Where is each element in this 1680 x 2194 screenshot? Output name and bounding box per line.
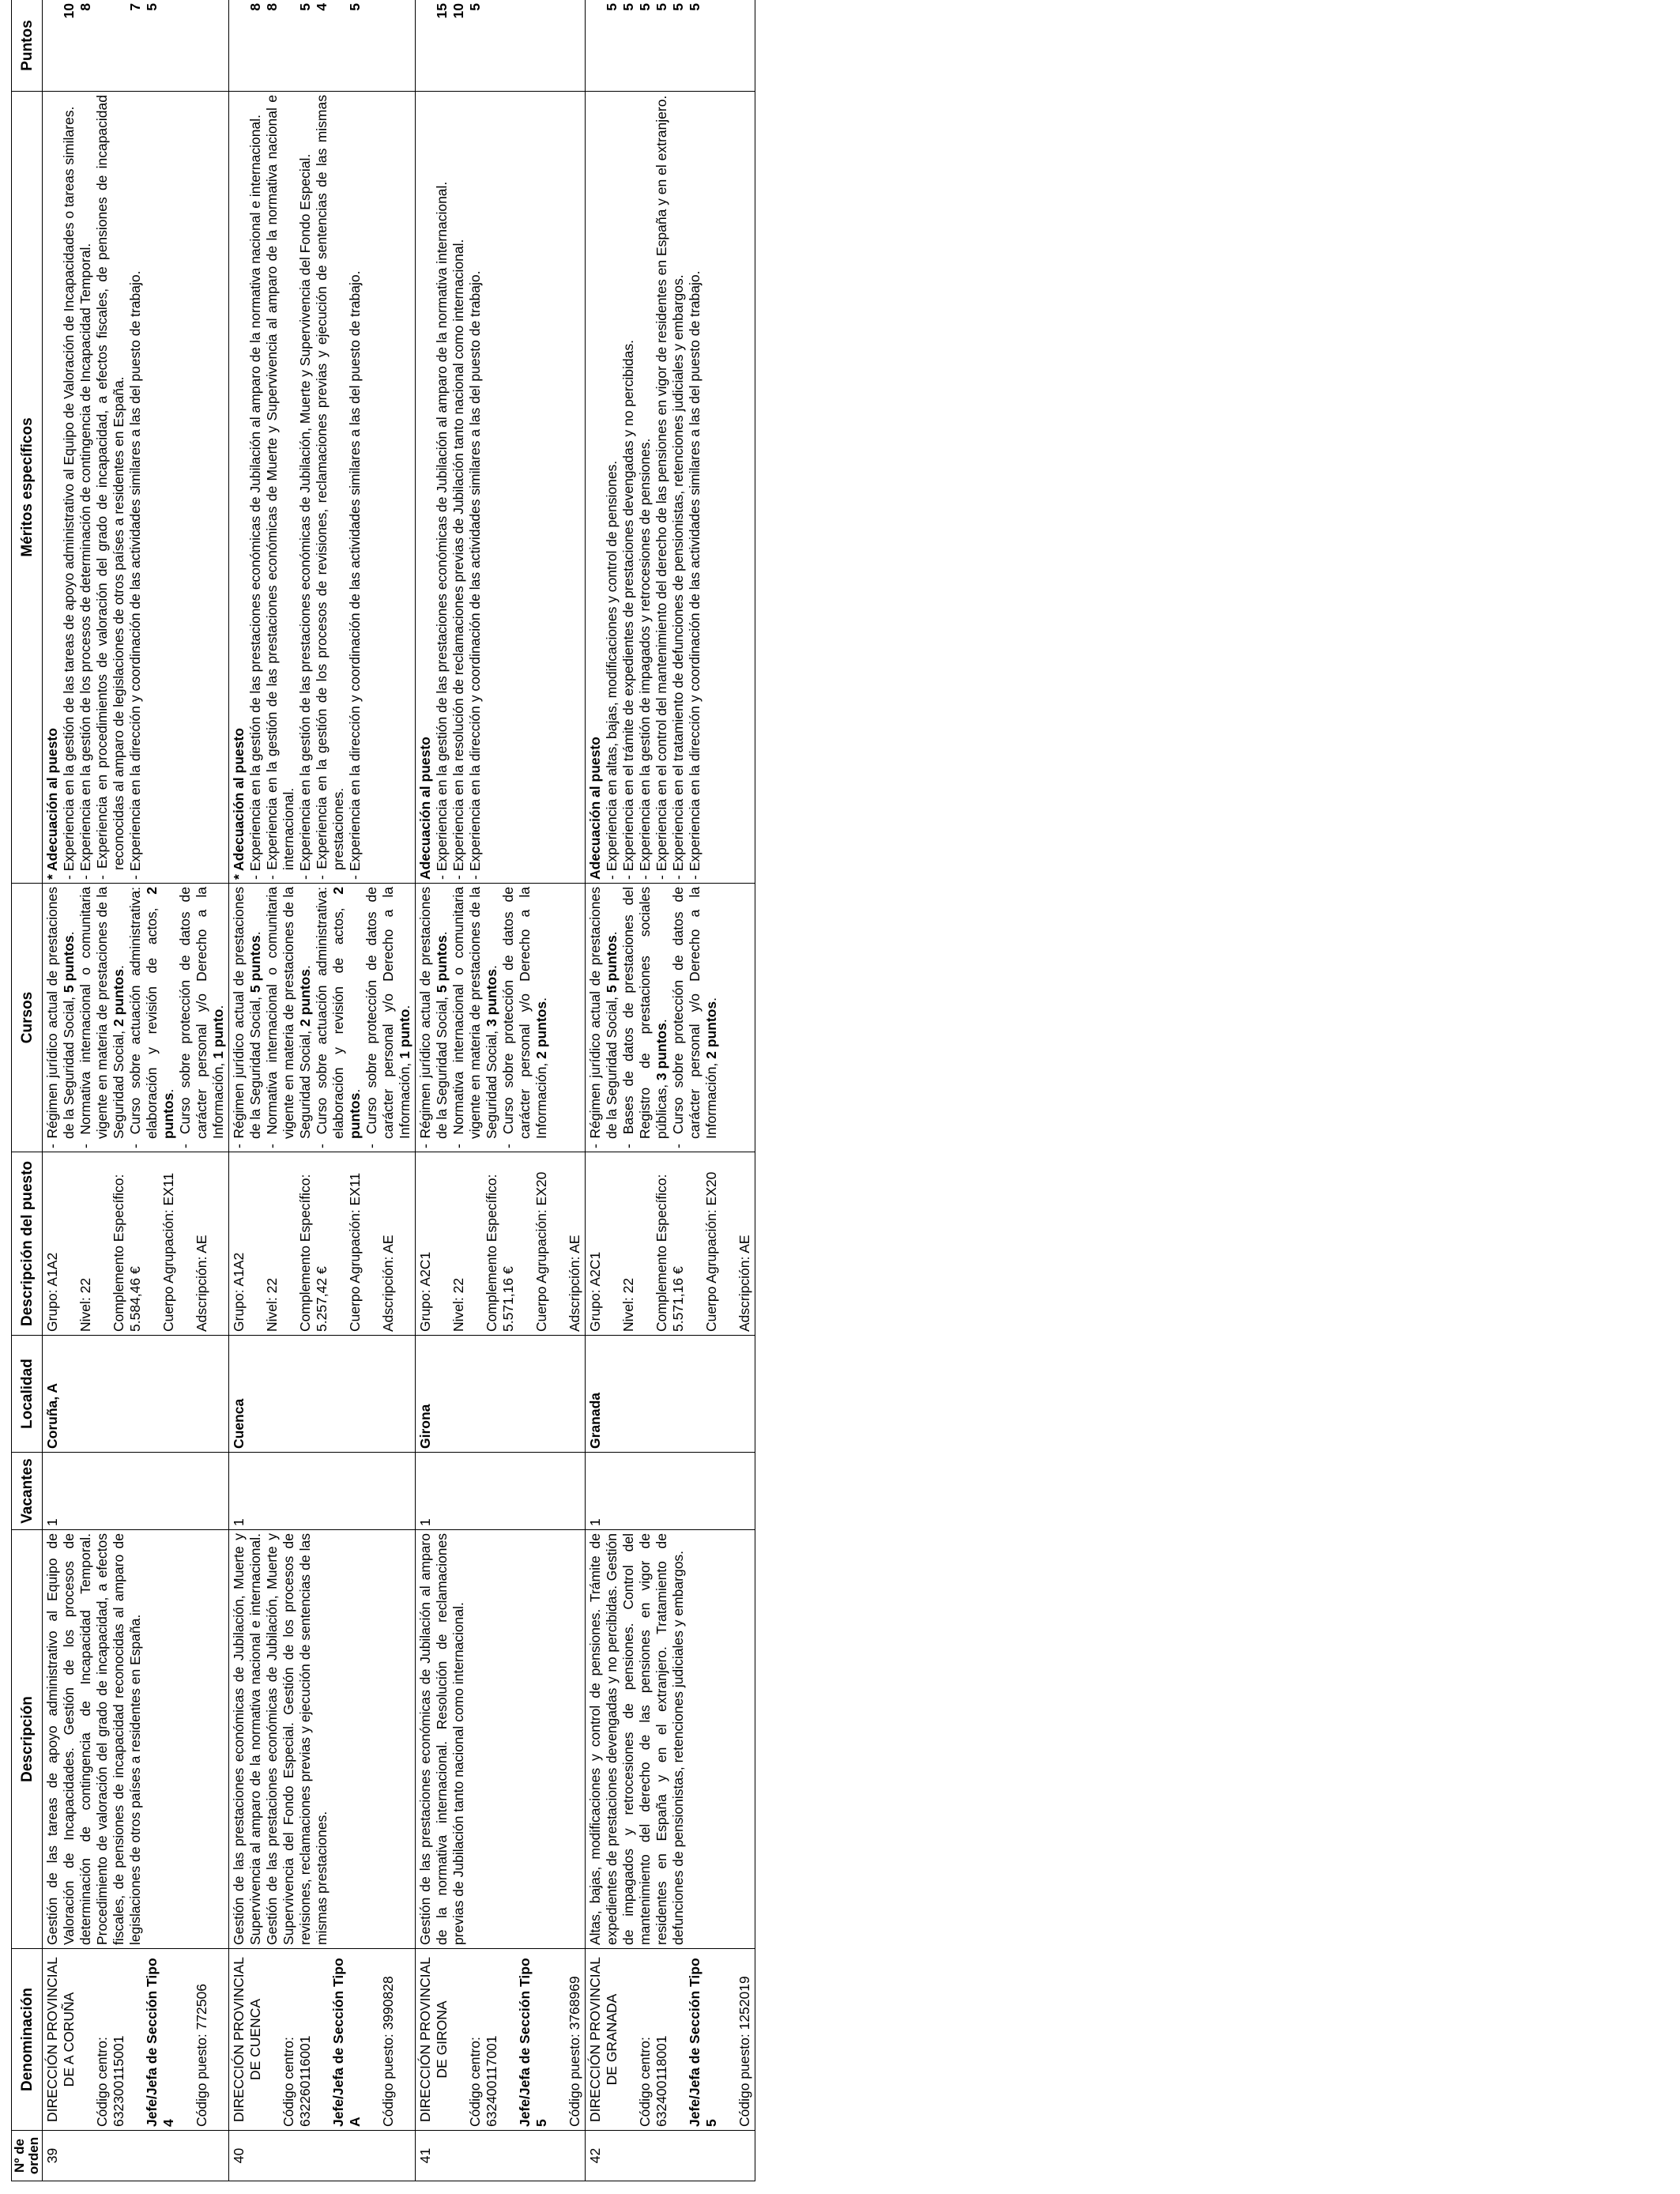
direccion-provincial: DIRECCIÓN PROVINCIAL DE CUENCA <box>231 1956 263 2123</box>
merito-item: - Experiencia en la gestión de los procesos de revisiones, reclamaciones previas y ejecución de sentencias de las mismas prestaciones. <box>314 95 347 880</box>
vacantes-cell <box>416 1453 586 1530</box>
puntos-value: 5 <box>297 3 313 11</box>
puntos-value: 5 <box>467 3 483 11</box>
curso-text: Curso sobre protección de datos de carácter personal y/o Derecho a la Información, <box>670 887 719 1139</box>
curso-text: Régimen jurídico actual de prestaciones de la Seguridad Social, <box>44 887 77 1139</box>
puntos-value: 5 <box>654 3 669 11</box>
puntos-value: 10 <box>61 3 77 19</box>
header-descripcion-puesto: Descripción del puesto <box>12 1152 43 1336</box>
merito-item: - Experiencia en la dirección y coordinación de las actividades similares a las del puesto de trabajo. <box>467 95 484 880</box>
puntos-value: 7 <box>127 3 143 11</box>
vacantes-cell <box>229 1453 416 1530</box>
codigo-puesto: Código puesto: 1252019 <box>736 1976 752 2127</box>
merito-item: - Experiencia en la gestión de las prestaciones económicas de Jubilación al amparo de la normativa internacional. <box>434 95 450 880</box>
curso-text: Normativa internacional o comunitaria vigente en materia de prestaciones de la Seguridad Social, <box>264 887 313 1139</box>
puntos-value <box>94 3 127 88</box>
merito-item: - Experiencia en la gestión de las prestaciones económicas de Jubilación, Muerte y Supervivencia del Fondo Especial. <box>297 95 314 880</box>
curso-puntos: 5 puntos <box>434 935 450 993</box>
meritos-titulo: * Adecuación al puesto <box>231 728 247 880</box>
meritos-titulo: Adecuación al puesto <box>587 737 603 880</box>
curso-puntos: 5 puntos <box>604 935 620 993</box>
codigo-puesto: Código puesto: 3768969 <box>567 1976 582 2127</box>
plazas-table <box>11 0 755 2181</box>
descripcion-puesto-cell <box>586 1152 755 1336</box>
puesto-complemento: Complemento Específico: 5.584,46 € <box>111 1174 143 1332</box>
curso-text: Régimen jurídico actual de prestaciones de la Seguridad Social, <box>417 887 450 1139</box>
cursos-cell <box>43 884 229 1152</box>
curso-end: . <box>160 1088 176 1093</box>
denominacion-cell <box>416 1949 586 2131</box>
meritos-titulo: Adecuación al puesto <box>417 737 433 880</box>
table-row <box>416 0 586 2181</box>
curso-item <box>620 887 670 1148</box>
puesto-nombre: Jefe/Jefa de Sección Tipo A <box>330 1958 363 2127</box>
descripcion-puesto-cell <box>416 1152 586 1336</box>
cursos-list <box>44 887 227 1148</box>
puntos-cell <box>43 0 229 92</box>
curso-end: . <box>111 965 126 970</box>
direccion-provincial: DIRECCIÓN PROVINCIAL DE GRANADA <box>587 1956 620 2123</box>
puesto-grupo: Grupo: A2C1 <box>587 1251 603 1332</box>
merito-item: - Experiencia en procedimientos de valoración del grado de incapacidad, a efectos fiscales, de pensiones de incapacidad reconocidas al amparo de legislaciones de otros países a residentes en España. <box>94 95 127 880</box>
descripcion-text: Gestión de las prestaciones económicas de Jubilación al amparo de la normativa internacional. Resolución de reclamaciones previas de Jubilación tanto nacional como internacional. <box>417 1533 466 1945</box>
curso-puntos: 3 puntos <box>654 1023 669 1081</box>
merito-item: - Experiencia en la dirección y coordinación de las actividades similares a las del puesto de trabajo. <box>347 95 363 880</box>
curso-end: . <box>703 997 719 1001</box>
meritos-list <box>247 95 363 880</box>
merito-item: - Experiencia en la gestión de las prestaciones económicas de Jubilación al amparo de la normativa nacional e internacional. <box>247 95 264 880</box>
curso-puntos: 2 puntos <box>330 887 363 1139</box>
header-vacantes: Vacantes <box>12 1453 43 1530</box>
puntos-value: 5 <box>620 3 636 11</box>
merito-item: - Experiencia en el control del mantenimiento del derecho de las pensiones en vigor de residentes en España y en el extranjero. <box>654 95 670 880</box>
merito-item: - Experiencia en la gestión de las prestaciones económicas de Muerte y Supervivencia al amparo de la normativa nacional e internacional. <box>264 95 297 880</box>
puesto-adscripcion: Adscripción: AE <box>194 1235 209 1332</box>
curso-item <box>417 887 450 1148</box>
curso-end: . <box>434 931 450 936</box>
codigo-centro: Código centro: 632260116001 <box>281 2035 313 2127</box>
vacantes-cell <box>43 1453 229 1530</box>
cursos-cell <box>229 884 416 1152</box>
header-puntos: Puntos <box>12 0 43 92</box>
curso-text: Curso sobre actuación administrativa: elaboración y revisión de actos, <box>314 887 346 1139</box>
merito-item: - Experiencia en altas, bajas, modificaciones y control de pensiones. <box>604 95 620 880</box>
curso-puntos: 5 puntos <box>247 935 263 993</box>
direccion-provincial: DIRECCIÓN PROVINCIAL DE A CORUÑA <box>44 1956 77 2123</box>
curso-item <box>670 887 720 1148</box>
curso-end: . <box>247 931 263 936</box>
localidad-cell <box>229 1336 416 1453</box>
puntos-value: 5 <box>144 3 160 11</box>
puesto-adscripcion: Adscripción: AE <box>380 1235 396 1332</box>
curso-puntos: 2 puntos <box>297 969 313 1027</box>
curso-puntos: 2 puntos <box>111 969 126 1027</box>
meritos-cell <box>586 92 755 884</box>
header-denominacion: Denominación <box>12 1949 43 2131</box>
puntos-value: 4 <box>314 3 330 11</box>
curso-item <box>44 887 77 1148</box>
puesto-cuerpo: Cuerpo Agrupación: EX11 <box>160 1172 176 1332</box>
puntos-value: 10 <box>450 3 466 19</box>
puesto-complemento: Complemento Específico: 5.571,16 € <box>484 1174 516 1332</box>
puntos-cell <box>586 0 755 92</box>
curso-end: . <box>61 931 77 936</box>
curso-end: . <box>484 965 499 970</box>
meritos-cell <box>416 92 586 884</box>
descripcion-text: Gestión de las prestaciones económicas de Jubilación, Muerte y Supervivencia al amparo de la normativa nacional e internacional. Gestión de las prestaciones económicas de Jubilación, Muerte y Supervivencia del Fondo Especial. Gestión de los procesos de revisiones, reclamaciones previas y ejecución de sentencias de las mismas prestaciones. <box>231 1533 330 1945</box>
descripcion-puesto-cell <box>229 1152 416 1336</box>
curso-puntos: 5 puntos <box>61 935 77 993</box>
puntos-value: 5 <box>347 3 363 11</box>
puntos-value <box>44 3 61 88</box>
localidad-value: Girona <box>417 1404 433 1449</box>
merito-item: - Experiencia en el trámite de expedientes de prestaciones devengadas y no percibidas. <box>620 95 637 880</box>
curso-text: Normativa internacional o comunitaria vigente en materia de prestaciones de la Seguridad Social, <box>450 887 499 1139</box>
header-cursos: Cursos <box>12 884 43 1152</box>
header-localidad: Localidad <box>12 1336 43 1453</box>
curso-puntos: 3 puntos <box>484 969 499 1027</box>
curso-item <box>363 887 413 1148</box>
vacantes-value: 1 <box>587 1518 603 1526</box>
codigo-centro: Código centro: 632400118001 <box>637 2035 669 2127</box>
cursos-list <box>231 887 413 1148</box>
curso-end: . <box>533 997 549 1001</box>
header-orden: Nº de orden <box>12 2131 43 2181</box>
cursos-cell <box>586 884 755 1152</box>
merito-item: - Experiencia en la gestión de las tareas de apoyo administrativo al Equipo de Valoración de Incapacidades o tareas similares. <box>61 95 77 880</box>
puntos-value: 5 <box>687 3 703 11</box>
curso-end: . <box>210 1005 226 1009</box>
descripcion-cell <box>416 1530 586 1949</box>
puesto-nivel: Nivel: 22 <box>620 1277 636 1332</box>
curso-text: Bases de datos de prestaciones del Registro de prestaciones sociales públicas, <box>620 887 669 1139</box>
vacantes-value: 1 <box>417 1518 433 1526</box>
curso-item <box>77 887 127 1148</box>
orden-cell <box>586 2131 755 2181</box>
orden-number: 41 <box>417 2147 433 2164</box>
curso-text: Normativa internacional o comunitaria vigente en materia de prestaciones de la Seguridad Social, <box>77 887 126 1139</box>
puntos-value: 15 <box>434 3 450 19</box>
orden-number: 39 <box>44 2147 60 2164</box>
puntos-value: 5 <box>604 3 620 11</box>
curso-puntos: 1 punto <box>397 1008 412 1059</box>
descripcion-text: Altas, bajas, modificaciones y control de pensiones. Trámite de expedientes de prestaciones devengadas y no percibidas. Gestión de impagados y retrocesiones de pensiones. Control del mantenimiento del derecho de las pensiones en vigor de residentes en España y en el extranjero. Tratamiento de defunciones de pensionistas, retenciones judiciales y embargos. <box>587 1533 686 1945</box>
denominacion-cell <box>43 1949 229 2131</box>
puesto-adscripcion: Adscripción: AE <box>567 1235 582 1332</box>
merito-item: - Experiencia en la resolución de reclamaciones previas de Jubilación tanto nacional como internacional. <box>450 95 467 880</box>
puntos-value: 8 <box>77 3 93 11</box>
puntos-value: 8 <box>247 3 263 11</box>
orden-cell <box>43 2131 229 2181</box>
curso-text: Curso sobre protección de datos de carácter personal y/o Derecho a la Información, <box>363 887 412 1139</box>
puntos-cell <box>229 0 416 92</box>
descripcion-puesto-cell <box>43 1152 229 1336</box>
puntos-value: 5 <box>637 3 653 11</box>
puesto-cuerpo: Cuerpo Agrupación: EX20 <box>703 1171 719 1332</box>
orden-number: 40 <box>231 2147 247 2164</box>
direccion-provincial: DIRECCIÓN PROVINCIAL DE GIRONA <box>417 1956 450 2123</box>
denominacion-cell <box>229 1949 416 2131</box>
meritos-cell <box>229 92 416 884</box>
curso-text: Curso sobre protección de datos de carácter personal y/o Derecho a la Información, <box>177 887 226 1139</box>
merito-item: - Experiencia en la dirección y coordinación de las actividades similares a las del puesto de trabajo. <box>687 95 703 880</box>
puntos-value: 5 <box>670 3 686 11</box>
puesto-nivel: Nivel: 22 <box>450 1277 466 1332</box>
curso-text: Régimen jurídico actual de prestaciones de la Seguridad Social, <box>231 887 263 1139</box>
puntos-value <box>231 3 247 88</box>
cursos-list <box>417 887 550 1148</box>
descripcion-cell <box>229 1530 416 1949</box>
puesto-adscripcion: Adscripción: AE <box>736 1235 752 1332</box>
header-row <box>12 0 43 2181</box>
curso-end: . <box>604 931 620 936</box>
curso-end: . <box>654 1019 669 1023</box>
orden-cell <box>229 2131 416 2181</box>
descripcion-text: Gestión de las tareas de apoyo administrativo al Equipo de Valoración de Incapacidades. Gestión de los procesos de determinación de contingencia de Incapacidad Temporal. Procedimiento de valoración del grado de incapacidad, a efectos fiscales, de pensiones de incapacidad reconocidas al amparo de legislaciones de otros países a residentes en España. <box>44 1533 143 1945</box>
puesto-nombre: Jefe/Jefa de Sección Tipo 4 <box>144 1958 176 2127</box>
codigo-puesto: Código puesto: 772506 <box>194 1984 209 2127</box>
orden-number: 42 <box>587 2147 603 2164</box>
localidad-cell <box>43 1336 229 1453</box>
meritos-list <box>61 95 144 880</box>
codigo-centro: Código centro: 632300115001 <box>94 2035 126 2127</box>
table-row <box>586 0 755 2181</box>
puntos-value: 8 <box>264 3 280 11</box>
curso-item <box>314 887 363 1148</box>
puesto-complemento: Complemento Específico: 5.257,42 € <box>297 1174 330 1332</box>
orden-cell <box>416 2131 586 2181</box>
localidad-value: Coruña, A <box>44 1383 60 1449</box>
merito-item: - Experiencia en el tratamiento de defunciones de pensionistas, retenciones judiciales y embargos. <box>670 95 687 880</box>
localidad-cell <box>416 1336 586 1453</box>
localidad-value: Cuenca <box>231 1398 247 1449</box>
curso-puntos: 2 puntos <box>144 887 176 1139</box>
meritos-cell <box>43 92 229 884</box>
puesto-grupo: Grupo: A2C1 <box>417 1251 433 1332</box>
merito-item: - Experiencia en la dirección y coordinación de las actividades similares a las del puesto de trabajo. <box>127 95 144 880</box>
curso-item <box>231 887 264 1148</box>
meritos-titulo: * Adecuación al puesto <box>44 728 60 880</box>
puesto-nombre: Jefe/Jefa de Sección Tipo 5 <box>687 1958 719 2127</box>
curso-item <box>264 887 314 1148</box>
curso-item <box>127 887 177 1148</box>
codigo-centro: Código centro: 632400117001 <box>467 2035 499 2127</box>
puntos-cell <box>416 0 586 92</box>
curso-puntos: 2 puntos <box>703 1001 719 1059</box>
curso-end: . <box>397 1005 412 1009</box>
localidad-cell <box>586 1336 755 1453</box>
puesto-cuerpo: Cuerpo Agrupación: EX11 <box>347 1172 363 1332</box>
curso-item <box>450 887 500 1148</box>
vacantes-value: 1 <box>44 1518 60 1526</box>
localidad-value: Granada <box>587 1393 603 1449</box>
curso-item <box>587 887 620 1148</box>
puesto-nivel: Nivel: 22 <box>77 1277 93 1332</box>
merito-item: - Experiencia en la gestión de los procesos de determinación de contingencia de Incapacidad Temporal. <box>77 95 94 880</box>
curso-text: Curso sobre protección de datos de carácter personal y/o Derecho a la Información, <box>500 887 549 1139</box>
curso-end: . <box>347 1088 363 1093</box>
puesto-complemento: Complemento Específico: 5.571,16 € <box>654 1174 686 1332</box>
puesto-grupo: Grupo: A1A2 <box>44 1252 60 1332</box>
curso-puntos: 1 punto <box>210 1008 226 1059</box>
vacantes-cell <box>586 1453 755 1530</box>
curso-text: Régimen jurídico actual de prestaciones de la Seguridad Social, <box>587 887 620 1139</box>
denominacion-cell <box>586 1949 755 2131</box>
meritos-list <box>434 95 484 880</box>
curso-text: Curso sobre actuación administrativa: elaboración y revisión de actos, <box>127 887 160 1139</box>
puesto-nivel: Nivel: 22 <box>264 1277 280 1332</box>
header-descripcion: Descripción <box>12 1530 43 1949</box>
puesto-cuerpo: Cuerpo Agrupación: EX20 <box>533 1171 549 1332</box>
cursos-cell <box>416 884 586 1152</box>
codigo-puesto: Código puesto: 3990828 <box>380 1976 396 2127</box>
curso-item <box>177 887 227 1148</box>
cursos-list <box>587 887 720 1148</box>
puntos-value <box>417 3 434 88</box>
curso-item <box>500 887 550 1148</box>
merito-item: - Experiencia en la gestión de impagados y retrocesiones de pensiones. <box>637 95 654 880</box>
header-meritos: Méritos específicos <box>12 92 43 884</box>
puntos-value <box>587 3 604 88</box>
puesto-nombre: Jefe/Jefa de Sección Tipo 5 <box>517 1958 549 2127</box>
puesto-grupo: Grupo: A1A2 <box>231 1252 247 1332</box>
curso-end: . <box>297 965 313 970</box>
meritos-list <box>604 95 703 880</box>
descripcion-cell <box>43 1530 229 1949</box>
table-row <box>229 0 416 2181</box>
descripcion-cell <box>586 1530 755 1949</box>
table-row <box>43 0 229 2181</box>
vacantes-value: 1 <box>231 1518 247 1526</box>
curso-puntos: 2 puntos <box>533 1001 549 1059</box>
